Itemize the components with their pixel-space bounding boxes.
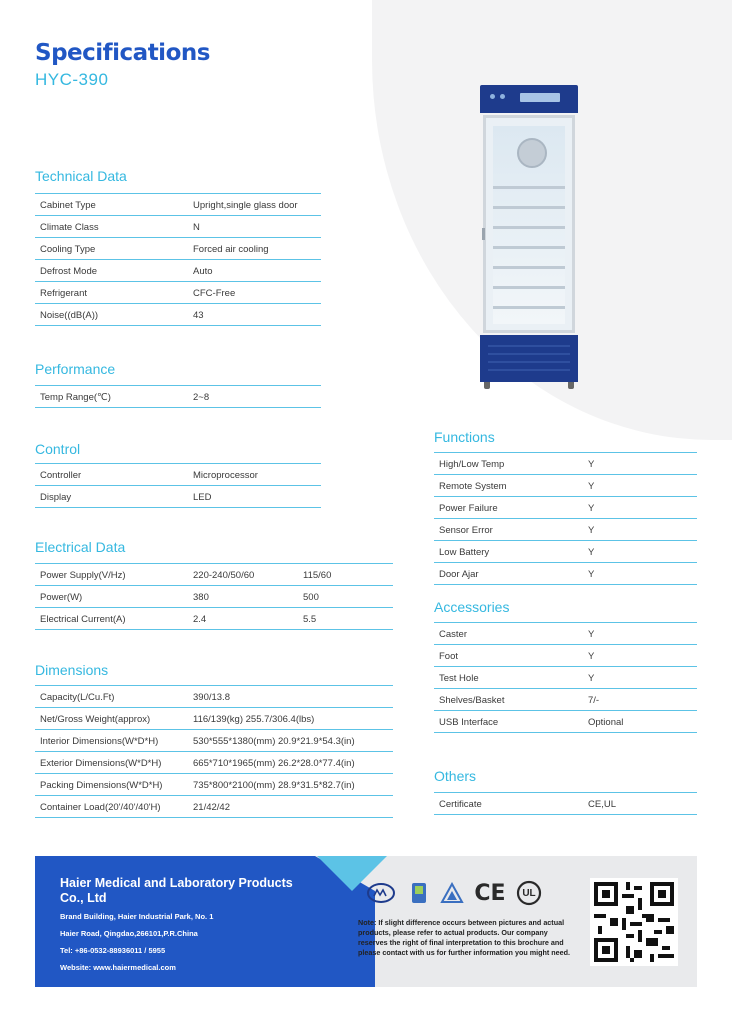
row-label: Sensor Error bbox=[439, 525, 493, 536]
display-panel bbox=[520, 93, 560, 102]
table-row bbox=[35, 463, 321, 486]
row-value: Y bbox=[588, 547, 595, 558]
row-value-alt: 5.5 bbox=[303, 614, 317, 625]
row-label: Low Battery bbox=[439, 547, 490, 558]
row-value: Y bbox=[588, 503, 595, 514]
row-label: Controller bbox=[40, 470, 82, 481]
row-value-alt: 500 bbox=[303, 592, 319, 603]
table-row bbox=[434, 497, 697, 519]
row-value: 390/13.8 bbox=[193, 692, 230, 703]
section-title-performance: Performance bbox=[35, 361, 116, 377]
address-line-2: Haier Road, Qingdao,266101,P.R.China bbox=[60, 929, 198, 938]
grille bbox=[488, 369, 570, 371]
row-value: Upright,single glass door bbox=[193, 200, 298, 211]
shelf bbox=[493, 246, 565, 249]
website-link[interactable]: Website: www.haiermedical.com bbox=[60, 963, 176, 972]
row-value: 2.4 bbox=[193, 614, 207, 625]
shelf bbox=[493, 226, 565, 229]
table-row bbox=[434, 711, 697, 733]
row-label: Caster bbox=[439, 629, 467, 640]
table-row bbox=[35, 774, 393, 796]
table-row bbox=[434, 519, 697, 541]
row-label: Power Supply(V/Hz) bbox=[40, 570, 126, 581]
performance-table bbox=[35, 385, 321, 408]
table-row bbox=[35, 304, 321, 326]
certification-logos bbox=[365, 880, 575, 910]
grille bbox=[488, 353, 570, 355]
table-row bbox=[434, 452, 697, 475]
row-value: 380 bbox=[193, 592, 209, 603]
table-row bbox=[434, 645, 697, 667]
ul-logo-icon bbox=[515, 880, 543, 906]
table-row bbox=[434, 563, 697, 585]
caster-icon bbox=[568, 382, 574, 389]
functions-table bbox=[434, 452, 697, 585]
page-title: Specifications bbox=[35, 40, 210, 66]
table-row bbox=[35, 708, 393, 730]
table-row bbox=[35, 385, 321, 408]
indicator-icon bbox=[490, 94, 495, 99]
row-label: Door Ajar bbox=[439, 569, 479, 580]
control-panel bbox=[480, 85, 578, 113]
row-value: 220-240/50/60 bbox=[193, 570, 255, 581]
table-row bbox=[434, 667, 697, 689]
row-value: Y bbox=[588, 673, 595, 684]
others-table bbox=[434, 792, 697, 815]
row-value: 116/139(kg) 255.7/306.4(lbs) bbox=[193, 714, 315, 725]
row-label: Electrical Current(A) bbox=[40, 614, 126, 625]
row-label: USB Interface bbox=[439, 717, 499, 728]
row-label: High/Low Temp bbox=[439, 459, 505, 470]
row-value: 43 bbox=[193, 310, 204, 321]
table-row bbox=[35, 796, 393, 818]
row-value: Y bbox=[588, 629, 595, 640]
row-label: Net/Gross Weight(approx) bbox=[40, 714, 151, 725]
row-label: Climate Class bbox=[40, 222, 99, 233]
section-title-dimensions: Dimensions bbox=[35, 662, 109, 678]
row-label: Shelves/Basket bbox=[439, 695, 505, 706]
table-row bbox=[434, 792, 697, 815]
accessories-table bbox=[434, 622, 697, 733]
model-number: HYC-390 bbox=[35, 70, 109, 89]
row-label: Cooling Type bbox=[40, 244, 96, 255]
table-row bbox=[35, 260, 321, 282]
refrigerator-image bbox=[480, 85, 578, 390]
company-name: Haier Medical and Laboratory Products Co., Ltd bbox=[60, 876, 293, 905]
telephone: Tel: +86-0532-88936011 / 5955 bbox=[60, 946, 166, 955]
section-title-electrical: Electrical Data bbox=[35, 539, 126, 555]
grille bbox=[488, 345, 570, 347]
shelf bbox=[493, 306, 565, 309]
door-glass bbox=[493, 126, 565, 324]
table-row bbox=[35, 586, 393, 608]
section-title-control: Control bbox=[35, 441, 81, 457]
row-label: Power Failure bbox=[439, 503, 498, 514]
dimensions-table bbox=[35, 685, 393, 818]
row-label: Display bbox=[40, 492, 72, 503]
row-label: Defrost Mode bbox=[40, 266, 98, 277]
ul-logo-text: UL bbox=[522, 887, 536, 899]
row-label: Power(W) bbox=[40, 592, 83, 603]
technical-table bbox=[35, 193, 321, 326]
row-value: Auto bbox=[193, 266, 213, 277]
table-row bbox=[35, 193, 321, 216]
qr-code-icon[interactable] bbox=[590, 878, 678, 966]
section-title-functions: Functions bbox=[434, 429, 495, 445]
table-row bbox=[434, 541, 697, 563]
glass-door bbox=[483, 115, 575, 333]
row-value: Y bbox=[588, 525, 595, 536]
row-value-alt: 115/60 bbox=[303, 570, 332, 581]
base-cabinet bbox=[480, 335, 578, 382]
row-label: Refrigerant bbox=[40, 288, 87, 299]
row-label: Test Hole bbox=[439, 673, 479, 684]
table-row bbox=[35, 486, 321, 508]
row-label: Remote System bbox=[439, 481, 507, 492]
row-value: 2~8 bbox=[193, 392, 210, 403]
address-line-1: Brand Building, Haier Industrial Park, No. 1 bbox=[60, 912, 214, 921]
row-value: Y bbox=[588, 481, 595, 492]
row-label: Capacity(L/Cu.Ft) bbox=[40, 692, 115, 703]
table-row bbox=[434, 622, 697, 645]
seal-logo-icon bbox=[409, 880, 429, 906]
row-label: Certificate bbox=[439, 799, 482, 810]
mg-logo-icon bbox=[365, 880, 397, 906]
row-label: Foot bbox=[439, 651, 459, 662]
grille bbox=[488, 361, 570, 363]
row-value: Forced air cooling bbox=[193, 244, 269, 255]
shelf bbox=[493, 286, 565, 289]
row-value: 530*555*1380(mm) 20.9*21.9*54.3(in) bbox=[193, 736, 355, 747]
shelf bbox=[493, 266, 565, 269]
control-table bbox=[35, 463, 321, 508]
fan-icon bbox=[517, 138, 547, 168]
row-label: Interior Dimensions(W*D*H) bbox=[40, 736, 159, 747]
table-row bbox=[434, 689, 697, 711]
section-title-accessories: Accessories bbox=[434, 599, 510, 615]
ce-logo: CE bbox=[474, 880, 506, 906]
row-label: Temp Range(℃) bbox=[40, 392, 111, 403]
table-row bbox=[35, 563, 393, 586]
shelf bbox=[493, 186, 565, 189]
table-row bbox=[35, 238, 321, 260]
row-value: Optional bbox=[588, 717, 624, 728]
section-title-technical: Technical Data bbox=[35, 168, 127, 184]
disclaimer-note: Note: If slight difference occurs between pictures and actual products, please refer to actual products. Our company reserves the right of final interpretation to this brochure and please contact with us for further information you might need. bbox=[358, 918, 571, 957]
table-row bbox=[434, 475, 697, 497]
row-value: 665*710*1965(mm) 26.2*28.0*77.4(in) bbox=[193, 758, 355, 769]
table-row bbox=[35, 752, 393, 774]
row-label: Packing Dimensions(W*D*H) bbox=[40, 780, 163, 791]
indicator-icon bbox=[500, 94, 505, 99]
row-value: 21/42/42 bbox=[193, 802, 230, 813]
row-label: Exterior Dimensions(W*D*H) bbox=[40, 758, 162, 769]
row-value: CFC-Free bbox=[193, 288, 236, 299]
triangle-logo-icon bbox=[439, 880, 465, 906]
section-title-others: Others bbox=[434, 768, 477, 784]
caster-icon bbox=[484, 382, 490, 389]
table-row bbox=[35, 216, 321, 238]
table-row bbox=[35, 608, 393, 630]
table-row bbox=[35, 685, 393, 708]
row-value: LED bbox=[193, 492, 212, 503]
door-handle bbox=[482, 228, 485, 240]
row-value: Y bbox=[588, 569, 595, 580]
table-row bbox=[35, 730, 393, 752]
table-row bbox=[35, 282, 321, 304]
row-label: Container Load(20'/40'/40'H) bbox=[40, 802, 161, 813]
row-label: Noise((dB(A)) bbox=[40, 310, 99, 321]
row-value: Y bbox=[588, 459, 595, 470]
electrical-table bbox=[35, 563, 393, 630]
row-label: Cabinet Type bbox=[40, 200, 96, 211]
row-value: Y bbox=[588, 651, 595, 662]
row-value: 735*800*2100(mm) 28.9*31.5*82.7(in) bbox=[193, 780, 355, 791]
shelf bbox=[493, 206, 565, 209]
row-value: CE,UL bbox=[588, 799, 616, 810]
footer-banner bbox=[35, 856, 697, 987]
row-value: Microprocessor bbox=[193, 470, 258, 481]
row-value: N bbox=[193, 222, 200, 233]
row-value: 7/- bbox=[588, 695, 600, 706]
